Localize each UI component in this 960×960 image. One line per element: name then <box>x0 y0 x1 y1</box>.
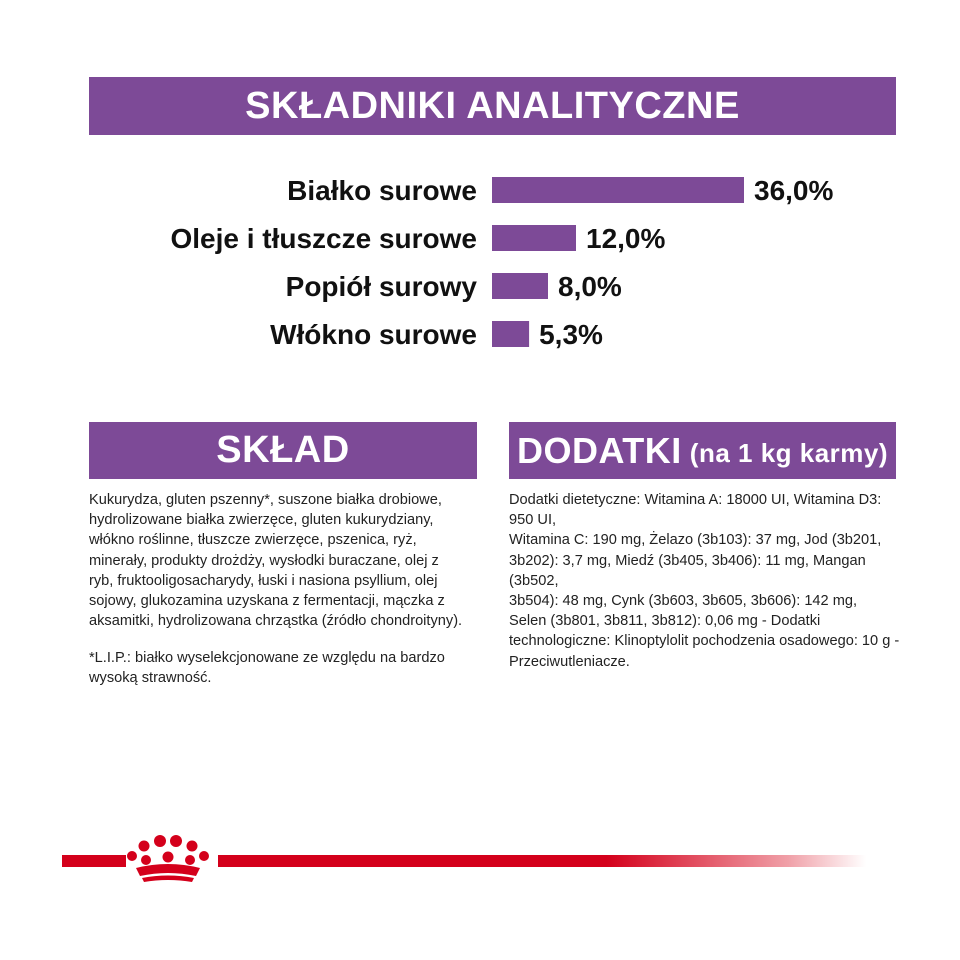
bar <box>492 225 576 251</box>
sklad-section-title: SKŁAD <box>216 429 350 471</box>
analytic-section-title: SKŁADNIKI ANALITYCZNE <box>245 84 740 127</box>
dodatki-additives-text: Dodatki dietetyczne: Witamina A: 18000 UI, Witamina D3: 950 UI, Witamina C: 190 mg, Żelazo (3b103): 37 mg, Jod (3b201, 3b202): 3,7 mg, Miedź (3b405, 3b406): 11 mg, Mangan (3b502, 3b504): 48 mg, Cynk (3b603, 3b605, 3b606): 142 mg, Selen (3b801, 3b811, 3b812): 0,06 mg - Dodatki technologiczne: Klinoptylolit pochodzenia osadowego: 10 g - Przeciwutleniacze. <box>509 492 900 670</box>
sklad-footnote: *L.I.P.: białko wyselekcjonowane ze względu na bardzo wysoką strawność. <box>89 650 445 687</box>
bar-value-label: 36,0% <box>754 175 834 206</box>
sklad-ingredients-text: Kukurydza, gluten pszenny*, suszone białka drobiowe, hydrolizowane białka zwierzęce, gluten kukurydziany, włókno roślinne, tłuszcze zwierzęce, pszenica, ryż, minerały, produkty drożdży, wysłodki buraczane, olej z ryb, fruktooligosacharydy, łuski i nasiona psyllium, olej sojowy, glukozamina uzyskana z fermentacji, mączka z aksamitki, hydrolizowana chrząstka (źródło chondroityny). <box>89 492 463 630</box>
bar-value-label: 8,0% <box>558 271 622 302</box>
footer-red-line-right <box>218 855 866 867</box>
bar <box>492 273 548 299</box>
bar-category-label: Białko surowe <box>287 175 477 206</box>
dodatki-section-subtitle: (na 1 kg karmy) <box>689 438 889 468</box>
bar-category-label: Popiół surowy <box>285 271 477 302</box>
bar <box>492 177 744 203</box>
bar-value-label: 5,3% <box>539 319 603 350</box>
dodatki-section-header <box>509 422 896 479</box>
dodatki-section-title: DODATKI <box>516 429 682 471</box>
crown-icon <box>122 830 214 886</box>
footer-red-line-left <box>62 855 126 867</box>
bar-value-label: 12,0% <box>586 223 666 254</box>
bar-category-label: Włókno surowe <box>270 319 477 350</box>
bar-category-label: Oleje i tłuszcze surowe <box>170 223 477 254</box>
sklad-section-header <box>89 422 477 479</box>
bar <box>492 321 529 347</box>
